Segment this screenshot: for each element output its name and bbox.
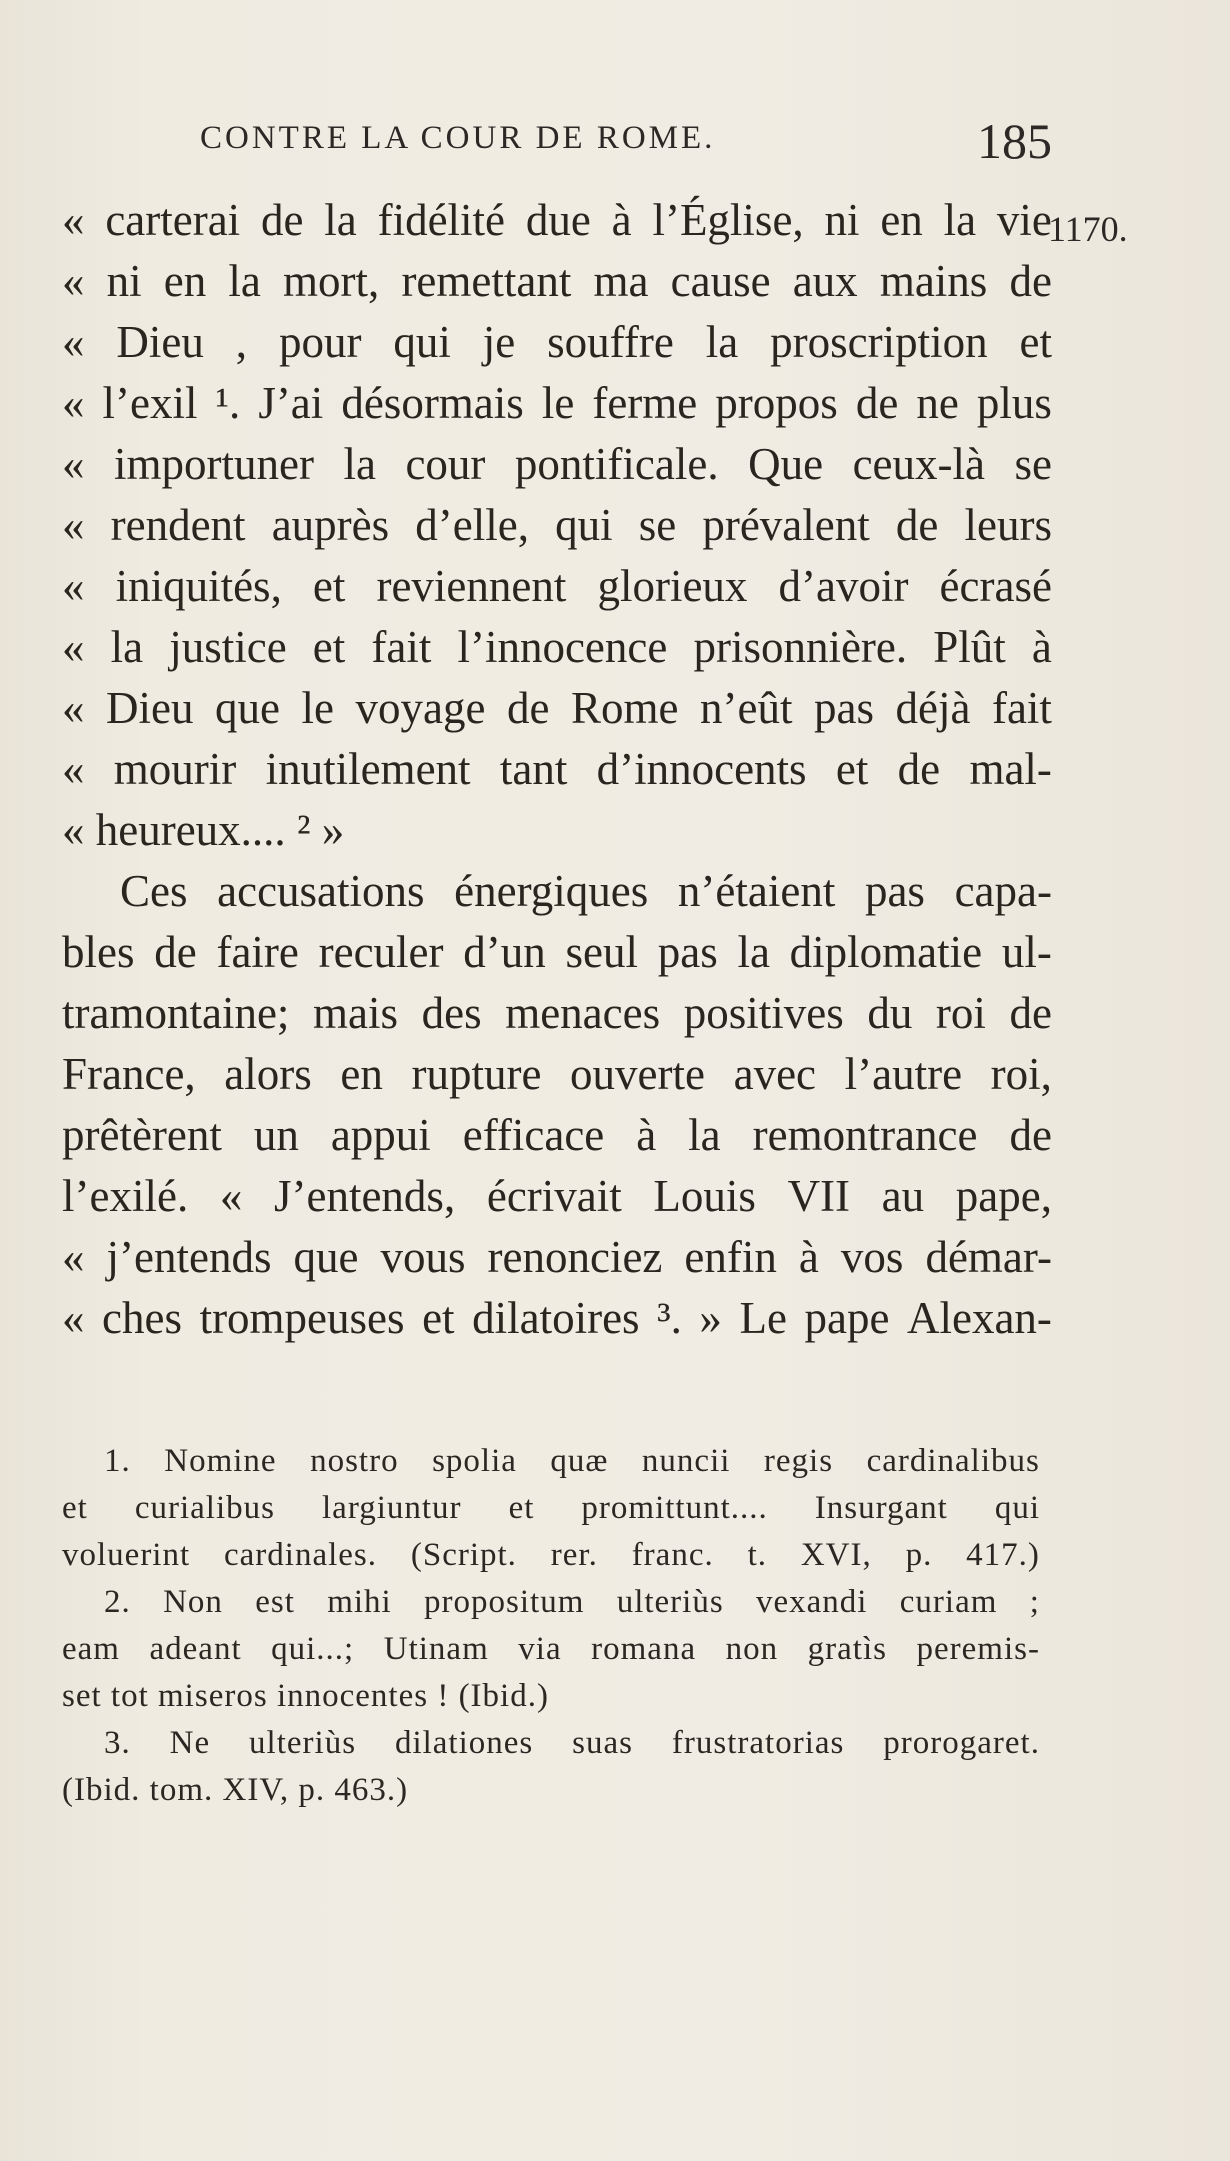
footnote-line: 3. Ne ulteriùs dilationes suas frustratorias prorogaret. — [104, 1725, 1040, 1761]
footnote-line: set tot miseros innocentes ! (Ibid.) — [62, 1678, 549, 1714]
footnote-line: 2. Non est mihi propositum ulteriùs vexandi curiam ; — [104, 1584, 1040, 1620]
footnote-line: et curialibus largiuntur et promittunt.... Insurgant qui — [62, 1490, 1040, 1526]
text-line: « iniquités, et reviennent glorieux d’avoir écrasé — [62, 561, 1052, 611]
text-line: « j’entends que vous renonciez enfin à vos démar- — [62, 1232, 1052, 1282]
text-line: « Dieu , pour qui je souffre la proscription et — [62, 317, 1052, 367]
text-line: « l’exil ¹. J’ai désormais le ferme propos de ne plus — [62, 378, 1052, 428]
footnote-line: 1. Nomine nostro spolia quæ nuncii regis cardinalibus — [104, 1443, 1040, 1479]
text-line: « ni en la mort, remettant ma cause aux mains de — [62, 256, 1052, 306]
text-line: « carterai de la fidélité due à l’Église, ni en la vie — [62, 195, 1052, 245]
page-number: 185 — [977, 113, 1052, 169]
footnotes — [62, 1438, 1040, 1814]
running-head: CONTRE LA COUR DE ROME. — [200, 120, 716, 156]
text-line: Ces accusations énergiques n’étaient pas capa- — [120, 866, 1052, 916]
footnote-line: (Ibid. tom. XIV, p. 463.) — [62, 1772, 409, 1808]
text-line: « ches trompeuses et dilatoires ³. » Le pape Alexan- — [62, 1293, 1052, 1343]
footnote-line: voluerint cardinales. (Script. rer. franc. t. XVI, p. 417.) — [62, 1537, 1040, 1573]
text-line: « heureux.... ² » — [62, 805, 345, 855]
body-text — [62, 190, 1052, 1349]
text-line: bles de faire reculer d’un seul pas la diplomatie ul- — [62, 927, 1052, 977]
text-line: tramontaine; mais des menaces positives du roi de — [62, 988, 1052, 1038]
text-line: « importuner la cour pontificale. Que ceux-là se — [62, 439, 1052, 489]
text-line: prêtèrent un appui efficace à la remontrance de — [62, 1110, 1052, 1160]
text-line: l’exilé. « J’entends, écrivait Louis VII au pape, — [62, 1171, 1052, 1221]
margin-date-note: 1170. — [1048, 209, 1128, 249]
footnote-line: eam adeant qui...; Utinam via romana non gratìs peremis- — [62, 1631, 1040, 1667]
text-line: France, alors en rupture ouverte avec l’autre roi, — [62, 1049, 1052, 1099]
text-line: « mourir inutilement tant d’innocents et de mal- — [62, 744, 1052, 794]
text-line: « Dieu que le voyage de Rome n’eût pas déjà fait — [62, 683, 1052, 733]
text-line: « la justice et fait l’innocence prisonnière. Plût à — [62, 622, 1052, 672]
text-line: « rendent auprès d’elle, qui se prévalent de leurs — [62, 500, 1052, 550]
